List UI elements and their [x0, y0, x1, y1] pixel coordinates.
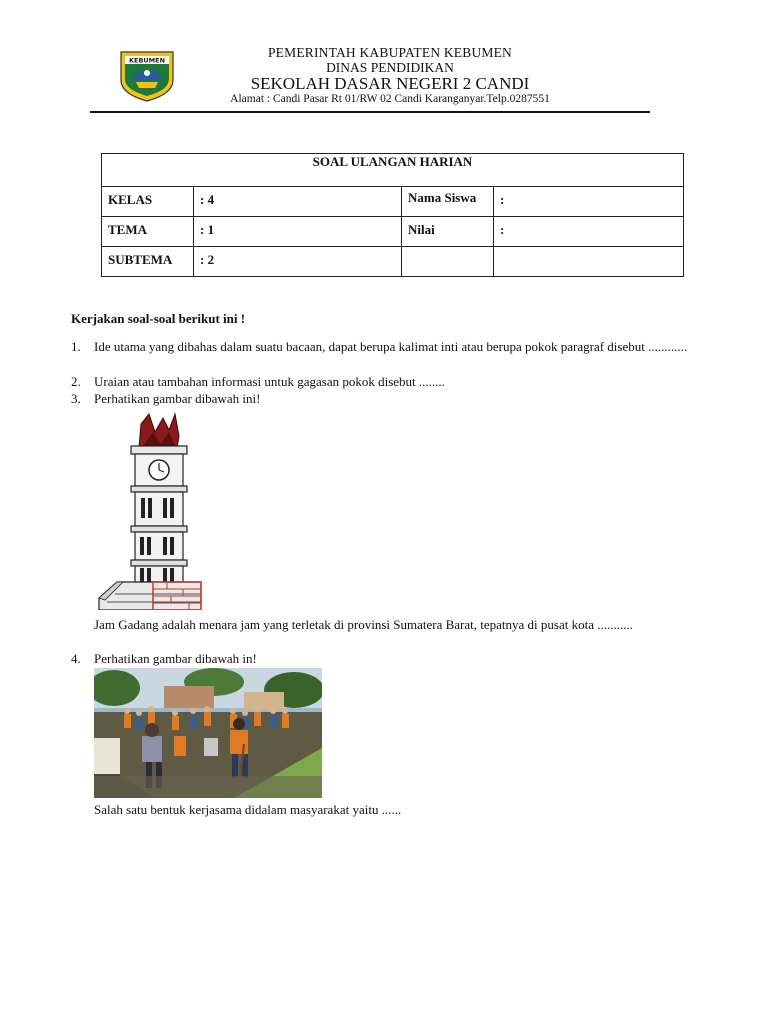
header-school-name: SEKOLAH DASAR NEGERI 2 CANDI [250, 74, 530, 93]
empty-cell [402, 247, 494, 277]
logo-lettering: KEBUMEN [128, 56, 166, 65]
label-nilai: Nilai [402, 217, 494, 247]
exam-info-table [101, 153, 684, 277]
value-subtema: : 2 [194, 247, 402, 277]
community-cooperation-photo [94, 668, 322, 798]
question-number: 2. [71, 374, 81, 389]
question-3-caption: Jam Gadang adalah menara jam yang terletak di provinsi Sumatera Barat, tepatnya di pusat kota ........... [94, 617, 633, 632]
field-nilai[interactable]: : [494, 217, 684, 247]
question-text: Perhatikan gambar dibawah in! [94, 651, 257, 666]
question-text: Perhatikan gambar dibawah ini! [94, 391, 261, 406]
value-tema: : 1 [194, 217, 402, 247]
header-address: Alamat : Candi Pasar Rt 01/RW 02 Candi Karanganyar.Telp.0287551 [230, 93, 550, 105]
label-tema: TEMA [102, 217, 194, 247]
label-subtema: SUBTEMA [102, 247, 194, 277]
table-row [102, 247, 684, 277]
question-number: 4. [71, 651, 81, 666]
question-text: Ide utama yang dibahas dalam suatu bacaan, dapat berupa kalimat inti atau berupa pokok paragraf disebut ............ [94, 339, 688, 354]
table-row [102, 217, 684, 247]
label-kelas: KELAS [102, 187, 194, 217]
jam-gadang-clock-tower-image [97, 410, 203, 610]
question-4-caption: Salah satu bentuk kerjasama didalam masyarakat yaitu ...... [94, 802, 402, 817]
empty-cell [494, 247, 684, 277]
header-divider [90, 111, 650, 113]
question-text: Uraian atau tambahan informasi untuk gagasan pokok disebut ........ [94, 374, 445, 389]
header-department: DINAS PENDIDIKAN [326, 60, 454, 75]
header-government: PEMERINTAH KABUPATEN KEBUMEN [267, 45, 513, 60]
label-nama-siswa: Nama Siswa [402, 187, 494, 217]
question-number: 1. [71, 339, 81, 354]
instruction-text: Kerjakan soal-soal berikut ini ! [71, 311, 246, 326]
exam-title: SOAL ULANGAN HARIAN [102, 154, 684, 187]
question-number: 3. [71, 391, 81, 406]
table-row [102, 187, 684, 217]
value-kelas: : 4 [194, 187, 402, 217]
field-nama-siswa[interactable]: : [494, 187, 684, 217]
